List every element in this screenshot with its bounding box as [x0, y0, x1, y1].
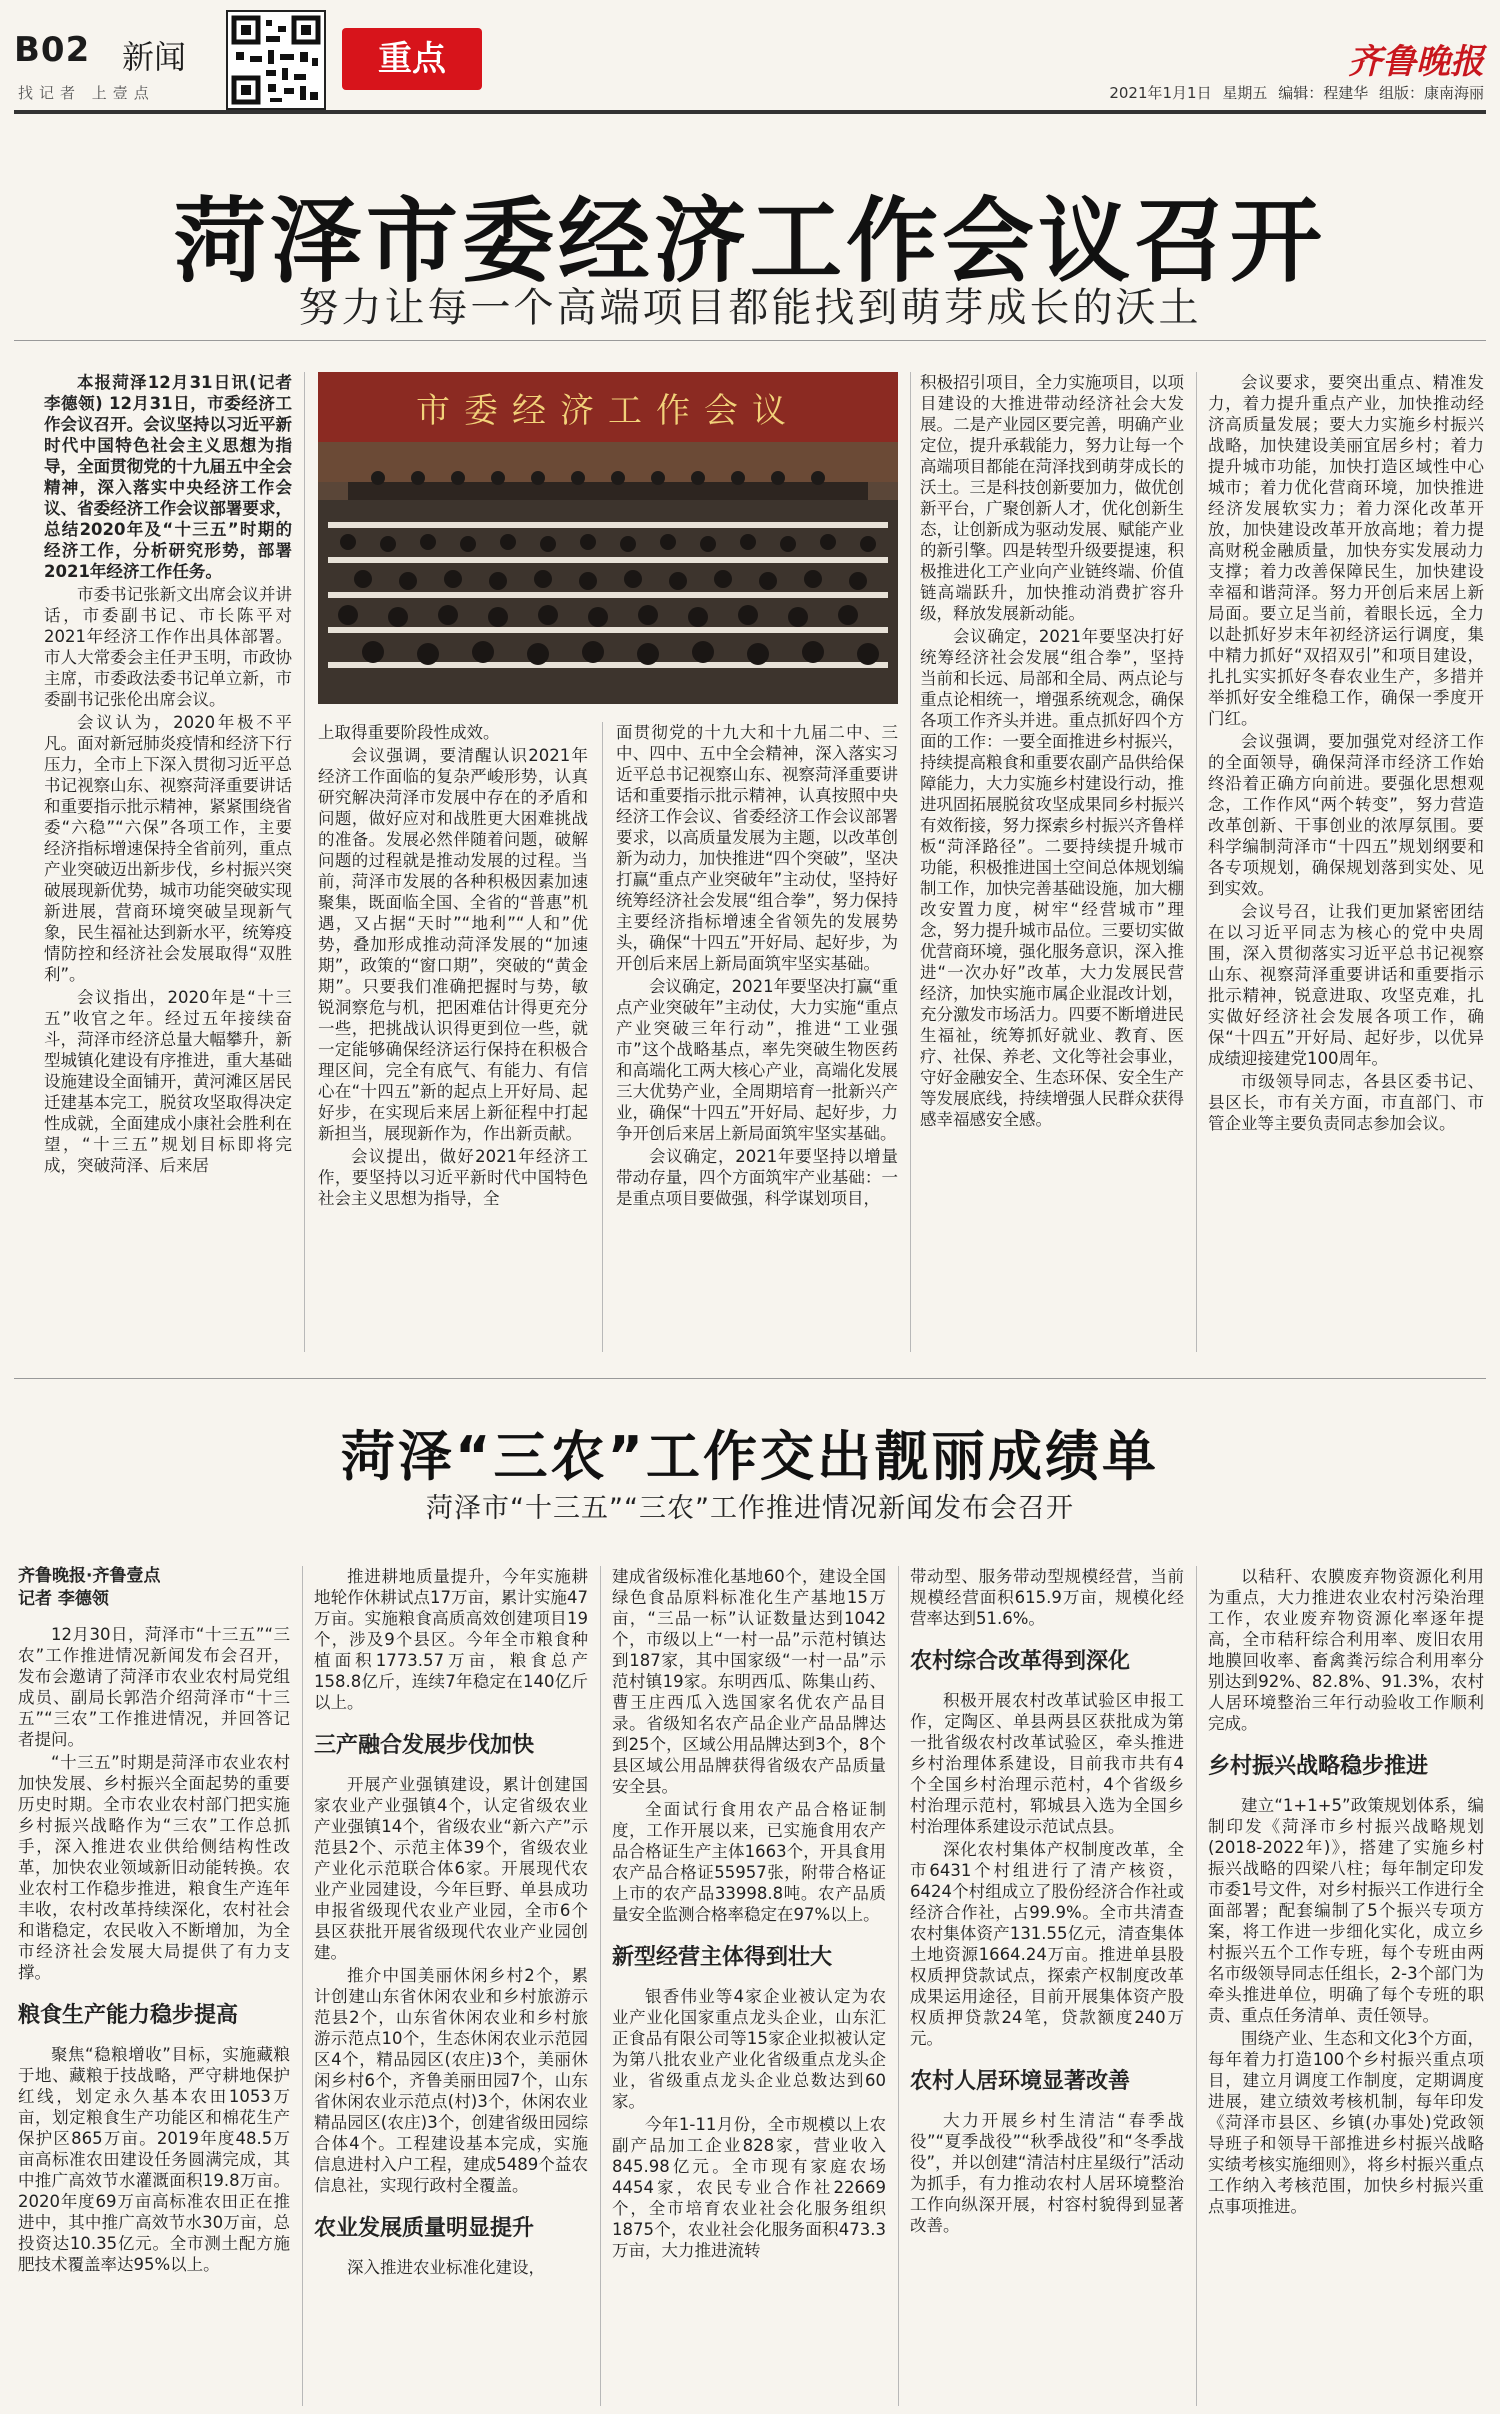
article2-column-2 — [314, 1566, 588, 2406]
paragraph: 大力开展乡村生清洁“春季战役”“夏季战役”“秋季战役”和“冬季战役”，并以创建“清洁村庄星级行”活动为抓手，有力推动农村人居环境整治工作向纵深开展，村容村貌得到显著改善。 — [910, 2111, 1184, 2235]
dateline — [1109, 82, 1484, 103]
article2-column-4 — [910, 1566, 1184, 2406]
paragraph: 建成省级标准化基地60个，建设全国绿色食品原料标准化生产基地15万亩，“三品一标”认证数量达到1042个，市级以上“一村一品”示范村镇达到187家，其中国家级“一村一品”示范村镇19家。东明西瓜、陈集山药、曹王庄西瓜入选国家名优农产品目录。省级知名农产品企业产品品牌达到25个，区域公用品牌达到3个，8个县区域公用品牌获得省级农产品质量安全县。 — [612, 1567, 886, 1796]
paragraph: 会议认为，2020年极不平凡。面对新冠肺炎疫情和经济下行压力，全市上下深入贯彻习近平总书记视察山东、视察菏泽重要讲话和重要指示批示精神，紧紧围绕省委“六稳”“六保”各项工作，主要经济指标增速保持全省前列，重点产业突破迈出新步伐，乡村振兴突破展现新优势，城市功能突破实现新进展，营商环境突破呈现新气象，民生福祉达到新水平，统筹疫情防控和经济社会发展取得“双胜利”。 — [44, 713, 292, 984]
paragraph: 深入推进农业标准化建设， — [347, 2258, 545, 2277]
paragraph: 会议要求，要突出重点、精准发力，着力提升重点产业，加快推动经济高质量发展；要大力实施乡村振兴战略，加快建设美丽宜居乡村；着力提升城市功能，加快打造区域性中心城市；着力优化营商环境，加快推进经济发展软实力；着力深化改革开放，加快建设改革开放高地；着力提高财税金融质量，加快夯实发展动力支撑；着力改善保障民生，加快建设幸福和谐菏泽。努力开创后来居上新局面。要立足当前，着眼长远，全力以赴抓好岁末年初经济运行调度，集中精力抓好“双招双引”和项目建设，扎扎实实抓好冬春农业生产，多措并举抓好安全维稳工作，确保一季度开门红。 — [1208, 373, 1484, 728]
paragraph: 推进耕地质量提升，今年实施耕地轮作休耕试点17万亩，累计实施47万亩。实施粮食高质高效创建项目19个，涉及9个县区。今年全市粮食种植面积1773.57万亩，粮食总产158.8亿斤，连续7年稳定在140亿斤以上。 — [314, 1567, 588, 1712]
page-number: B02 — [14, 30, 91, 70]
layout-editor: 组版：康南海丽 — [1378, 84, 1484, 102]
article2-column-1 — [18, 1566, 290, 2406]
paragraph: 市级领导同志，各县区委书记、县区长，市有关方面，市直部门、市管企业等主要负责同志参加会议。 — [1208, 1072, 1484, 1133]
subheading-quality: 农业发展质量明显提升 — [314, 2216, 535, 2241]
editor: 编辑：程建华 — [1278, 84, 1369, 102]
paragraph: 建立“1+1+5”政策规划体系，编制印发《菏泽市乡村振兴战略规划(2018-2022年)》，搭建了实施乡村振兴战略的四梁八柱；每年制定印发市委1号文件，对乡村振兴工作进行全面部署；配套编制了5个振兴专项方案，将工作进一步细化实化，成立乡村振兴五个工作专班，每个专班由两名市级领导同志任组长，2-3个部门为牵头推进单位，明确了每个专班的职责、重点任务清单、责任领导。 — [1208, 1796, 1484, 2025]
photo-banner-text: 市委经济工作会议 — [416, 391, 800, 431]
byline-reporter: 记者 李德领 — [18, 1589, 109, 1609]
column-rule — [304, 372, 305, 1352]
subheading-grain: 粮食生产能力稳步提高 — [18, 2003, 239, 2028]
subheading-newbiz: 新型经营主体得到壮大 — [612, 1945, 833, 1970]
subheading-reform: 农村综合改革得到深化 — [910, 1649, 1131, 1674]
paragraph: 12月30日，菏泽市“十三五”“三农”工作推进情况新闻发布会召开，发布会邀请了菏泽市农业农村局党组成员、副局长郭浩介绍菏泽市“十三五”“三农”工作推进情况，并回答记者提问。 — [18, 1625, 290, 1749]
divider — [14, 340, 1486, 341]
paragraph: 开展产业强镇建设，累计创建国家农业产业强镇4个，认定省级农业产业强镇14个，省级农业“新六产”示范县2个、示范主体39个，省级农业产业化示范联合体6家。开展现代农业产业园建设，今年巨野、单县成功申报省级现代农业产业园，全市6个县区获批开展省级现代农业产业园创建。 — [314, 1775, 588, 1962]
paragraph: 推介中国美丽休闲乡村2个，累计创建山东省休闲农业和乡村旅游示范县2个，山东省休闲农业和乡村旅游示范点10个，生态休闲农业示范园区4个，精品园区(农庄)3个，美丽休闲乡村6个，齐鲁美丽田园7个，山东省休闲农业示范点(村)3个，休闲农业精品园区(农庄)3个，创建省级田园综合体4个。工程建设基本完成，实施信息进村入户工程，建成5489个益农信息社，实现行政村全覆盖。 — [314, 1966, 588, 2195]
column-rule — [600, 1566, 601, 2406]
paragraph: 聚焦“稳粮增收”目标，实施藏粮于地、藏粮于技战略，严守耕地保护红线，划定永久基本农田1053万亩，划定粮食生产功能区和棉花生产保护区865万亩。2019年度48.5万亩高标准农田建设任务圆满完成，其中推广高效节水灌溉面积19.8万亩。2020年度69万亩高标准农田正在推进中，其中推广高效节水30万亩，总投资达10.35亿元。全市测土配方施肥技术覆盖率达95%以上。 — [18, 2045, 290, 2274]
paragraph: 会议强调，要清醒认识2021年经济工作面临的复杂严峻形势，认真研究解决菏泽市发展中存在的矛盾和问题，做好应对和战胜更大困难挑战的准备。发展必然伴随着问题，破解问题的过程就是推动发展的过程。当前，菏泽市发展的各种积极因素加速聚集，既面临全国、全省的“普惠”机遇，又占据“天时”“地利”“人和”优势，叠加形成推动菏泽发展的“加速期”，政策的“窗口期”，突破的“黄金期”。只要我们准确把握时与势，敏锐洞察危与机，把困难估计得更充分一些，把挑战认识得更到位一些，就一定能够确保经济运行保持在积极合理区间，完全有底气、有能力、有信心在“十四五”新的起点上开好局、起好步，在实现后来居上新征程中打起新担当，展现新作为，作出新贡献。 — [318, 746, 588, 1143]
column-rule — [302, 1566, 303, 2406]
paragraph: 围绕产业、生态和文化3个方面，每年着力打造100个乡村振兴重点项目，建立月调度工作制度，定期调度进展，建立绩效考核机制，每年印发《菏泽市县区、乡镇(办事处)党政领导班子和领导干部推进乡村振兴战略实绩考核实施细则》，将乡村振兴重点工作纳入考核范围，加快乡村振兴重点事项推进。 — [1208, 2029, 1484, 2216]
subheading-rural: 乡村振兴战略稳步推进 — [1208, 1754, 1429, 1779]
article1-title: 菏泽市委经济工作会议召开 — [173, 188, 1326, 295]
column-rule — [1196, 372, 1197, 1352]
paragraph: 市委书记张新文出席会议并讲话，市委副书记、市长陈平对2021年经济工作作出具体部署。市人大常委会主任尹玉明，市政协主席，市委政法委书记单立新，市委副书记张伦出席会议。 — [44, 585, 292, 709]
paragraph: 今年1-11月份，全市规模以上农副产品加工企业828家，营业收入845.98亿元。全市现有家庭农场4454家，农民专业合作社22669个，全市培育农业社会化服务组织1875个，农业社会化服务面积473.3万亩，大力推进流转 — [612, 2115, 886, 2260]
section-badge: 重点 — [342, 28, 482, 90]
article1-lead: 本报菏泽12月31日讯(记者 李德领) 12月31日，市委经济工作会议召开。会议坚持以习近平新时代中国特色社会主义思想为指导，全面贯彻党的十九届五中全会精神，深入落实中央经济工作会议、省委经济工作会议部署要求，总结2020年及“十三五”时期的经济工作，分析研究形势，部署2021年经济工作任务。 — [44, 373, 292, 581]
paragraph: 上取得重要阶段性成效。 — [318, 723, 500, 742]
paragraph: 会议确定，2021年要坚决打好统筹经济社会发展“组合拳”，坚持当前和长远、局部和全局、两点论与重点论相统一，增强系统观念，确保各项工作齐头并进。重点抓好四个方面的工作：一要全面推进乡村振兴，持续提高粮食和重要农副产品供给保障能力，大力实施乡村建设行动，推进巩固拓展脱贫攻坚成果同乡村振兴有效衔接，努力探索乡村振兴齐鲁样板“菏泽路径”。二要持续提升城市功能，积极推进国土空间总体规划编制工作，加快完善基础设施，加大棚改安置力度，树牢“经营城市”理念，努力提升城市品位。三要切实做优营商环境，强化服务意识，深入推进“一次办好”改革，大力发展民营经济，加快实施市属企业混改计划，充分激发市场活力。四要不断增进民生福祉，统筹抓好就业、教育、医疗、社保、养老、文化等社会事业，守好金融安全、生态环保、安全生产等发展底线，持续增强人民群众获得感幸福感安全感。 — [920, 627, 1184, 1129]
article2-title: 菏泽“三农”工作交出靓丽成绩单 — [341, 1425, 1159, 1488]
paragraph: 积极招引项目，全力实施项目，以项目建设的大推进带动经济社会大发展。二是产业园区要完善，明确产业定位，提升承载能力，努力让每一个高端项目都能在菏泽找到萌芽成长的沃土。三是科技创新要加力，做优创新平台，广聚创新人才，优化创新生态，让创新成为驱动发展、赋能产业的新引擎。四是转型升级要提速，积极推进化工产业向产业链终端、价值链高端跃升，加快推动消费扩容升级，释放发展新动能。 — [920, 373, 1184, 623]
column-rule — [910, 372, 911, 1352]
masthead-rule — [14, 110, 1486, 114]
paragraph: 积极开展农村改革试验区申报工作，定陶区、单县两县区获批成为第一批省级农村改革试验区，牵头推进乡村治理体系建设，目前我市共有4个全国乡村治理示范村，4个省级乡村治理示范村，郓城县入选为全国乡村治理体系建设示范试点县。 — [910, 1691, 1184, 1836]
issue-date: 2021年1月1日 — [1109, 84, 1212, 102]
paragraph: 全面试行食用农产品合格证制度，工作开展以来，已实施食用农产品合格证生产主体1663个，开具食用农产品合格证55957张，附带合格证上市的农产品33998.8吨。农产品质量安全监测合格率稳定在97%以上。 — [612, 1800, 886, 1924]
paragraph: 会议指出，2020年是“十三五”收官之年。经过五年接续奋斗，菏泽市经济总量大幅攀升，新型城镇化建设有序推进，重大基础设施建设全面铺开，黄河滩区居民迁建基本完工，脱贫攻坚取得决定性成就，全面建成小康社会胜利在望，“十三五”规划目标即将完成，突破菏泽、后来居 — [44, 988, 292, 1175]
article1-column-2 — [318, 722, 588, 1352]
paragraph: 会议确定，2021年要坚持以增量带动存量，四个方面筑牢产业基础：一是重点项目要做强，科学谋划项目， — [616, 1147, 898, 1208]
newspaper-logo: 齐鲁晚报 — [1348, 42, 1484, 82]
section-name: 新闻 — [122, 38, 187, 76]
column-rule — [602, 722, 603, 1352]
paragraph: 以秸秆、农膜废弃物资源化利用为重点，大力推进农业农村污染治理工作，农业废弃物资源化率逐年提高，全市秸秆综合利用率、废旧农用地膜回收率、畜禽粪污综合利用率分别达到92%、82.8%、91.3%，农村人居环境整治三年行动验收工作顺利完成。 — [1208, 1567, 1484, 1733]
paragraph: 带动型、服务带动型规模经营，当前规模经营面积615.9万亩，规模化经营率达到51.6%。 — [910, 1567, 1184, 1628]
paragraph: 面贯彻党的十九大和十九届二中、三中、四中、五中全会精神，深入落实习近平总书记视察山东、视察菏泽重要讲话和重要指示批示精神，认真按照中央经济工作会议、省委经济工作会议部署要求，以高质量发展为主题，以改革创新为动力，加快推进“四个突破”，坚决打赢“重点产业突破年”主动仗，坚持好统筹经济社会发展“组合拳”，努力保持主要经济指标增速全省领先的发展势头，确保“十四五”开好局、起好步，为开创后来居上新局面筑牢坚实基础。 — [616, 723, 898, 973]
article2-subtitle: 菏泽市“十三五”“三农”工作推进情况新闻发布会召开 — [426, 1493, 1074, 1524]
article1-subtitle: 努力让每一个高端项目都能找到萌芽成长的沃土 — [298, 285, 1202, 331]
paragraph: 深化农村集体产权制度改革，全市6431个村组进行了清产核资，6424个村组成立了股份经济合作社或经济合作社，占99.9%。全市共清查农村集体资产131.55亿元，清查集体土地资源1664.24万亩。推进单县股权质押贷款试点，探索产权制度改革成果运用途径，目前开展集体资产股权质押贷款24笔，贷款额度240万元。 — [910, 1840, 1184, 2048]
slogan: 找记者 上壹点 — [18, 84, 155, 102]
weekday: 星期五 — [1222, 84, 1268, 102]
paragraph: 会议提出，做好2021年经济工作，要坚持以习近平新时代中国特色社会主义思想为指导，全 — [318, 1147, 588, 1208]
subheading-industry: 三产融合发展步伐加快 — [314, 1733, 535, 1758]
byline-source: 齐鲁晚报·齐鲁壹点 — [18, 1566, 161, 1586]
article2-column-5 — [1208, 1566, 1484, 2406]
meeting-photo — [318, 372, 898, 704]
paragraph: 会议号召，让我们更加紧密团结在以习近平同志为核心的党中央周围，深入贯彻落实习近平总书记视察山东、视察菏泽重要讲话和重要指示批示精神，锐意进取、攻坚克难，扎实做好经济社会发展各项工作，确保“十四五”开好局、起好步，以优异成绩迎接建党100周年。 — [1208, 902, 1484, 1068]
article2-column-3 — [612, 1566, 886, 2406]
column-rule — [898, 1566, 899, 2406]
article1-column-3 — [616, 722, 898, 1352]
article1-column-5 — [1208, 372, 1484, 1352]
paragraph: 银香伟业等4家企业被认定为农业产业化国家重点龙头企业，山东汇正食品有限公司等15家企业拟被认定为第八批农业产业化省级重点龙头企业，省级重点龙头企业总数达到60家。 — [612, 1987, 886, 2111]
qr-code-icon[interactable] — [226, 10, 326, 110]
article1-column-1 — [44, 372, 292, 1352]
article1-column-4 — [920, 372, 1184, 1352]
column-rule — [1196, 1566, 1197, 2406]
paragraph: 会议强调，要加强党对经济工作的全面领导，确保菏泽市经济工作始终沿着正确方向前进。要强化思想观念，工作作风“两个转变”，努力营造改革创新、干事创业的浓厚氛围。要科学编制菏泽市“十四五”规划纲要和各专项规划，确保规划落到实处、见到实效。 — [1208, 732, 1484, 898]
divider — [14, 1378, 1486, 1379]
paragraph: “十三五”时期是菏泽市农业农村加快发展、乡村振兴全面起势的重要历史时期。全市农业农村部门把实施乡村振兴战略作为“三农”工作总抓手，深入推进农业供给侧结构性改革，加快农业领域新旧动能转换。农业农村工作稳步推进，粮食生产连年丰收，农村改革持续深化，农村社会和谐稳定，农民收入不断增加，为全市经济社会发展大局提供了有力支撑。 — [18, 1753, 290, 1982]
subheading-living: 农村人居环境显著改善 — [910, 2069, 1131, 2094]
paragraph: 会议确定，2021年要坚决打赢“重点产业突破年”主动仗，大力实施“重点产业突破三年行动”，推进“工业强市”这个战略基点，率先突破生物医药和高端化工两大核心产业，高端化发展三大优势产业，全周期培育一批新兴产业，确保“十四五”开好局、起好步，力争开创后来居上新局面筑牢坚实基础。 — [616, 977, 898, 1143]
